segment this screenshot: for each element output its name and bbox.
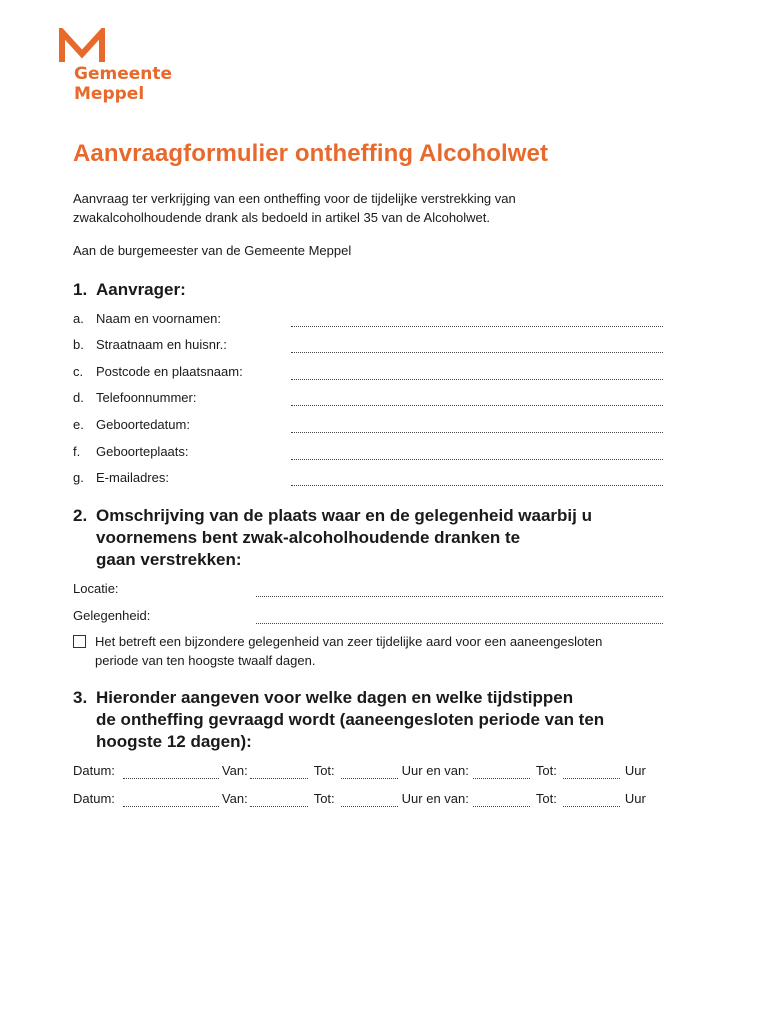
section-title: [96, 687, 656, 753]
postcode-input-line[interactable]: [291, 369, 663, 380]
page-title: Aanvraagformulier ontheffing Alcoholwet: [73, 140, 549, 167]
occasion-input-line[interactable]: [256, 613, 663, 624]
date-input-line[interactable]: [123, 768, 219, 779]
to-time-input-line[interactable]: [341, 768, 398, 779]
logo-line-2: Meppel: [74, 84, 145, 104]
tot-label: Tot:: [313, 762, 335, 778]
field-row-name: [73, 308, 663, 328]
meppel-m-logo-icon: [58, 28, 108, 64]
second-to-time-input-line[interactable]: [563, 796, 620, 807]
field-row-phone: [73, 387, 663, 407]
section-3-heading: [73, 687, 656, 753]
birthplace-input-line[interactable]: [291, 449, 663, 460]
location-input-line[interactable]: [256, 586, 663, 597]
location-label: Locatie:: [73, 580, 119, 596]
intro-line-2: zwakalcoholhoudende drank als bedoeld in artikel 35 van de Alcoholwet.: [73, 210, 491, 225]
date-row: [73, 788, 673, 808]
field-letter: g.: [73, 469, 84, 485]
birthdate-input-line[interactable]: [291, 422, 663, 433]
field-label: Telefoonnummer:: [96, 389, 197, 405]
section-title-line-1: Omschrijving van de plaats waar en de gelegenheid waarbij u: [96, 506, 592, 525]
section-title: [96, 505, 656, 571]
street-input-line[interactable]: [291, 342, 663, 353]
to-time-input-line[interactable]: [341, 796, 398, 807]
checkbox-text: [95, 632, 602, 670]
field-row-birthplace: [73, 441, 663, 461]
from-time-input-line[interactable]: [250, 796, 308, 807]
date-input-line[interactable]: [123, 796, 219, 807]
field-letter: c.: [73, 363, 84, 379]
field-label: Geboorteplaats:: [96, 443, 189, 459]
intro-line-1: Aanvraag ter verkrijging van een ontheffing voor de tijdelijke verstrekking van: [73, 191, 516, 206]
date-row: [73, 760, 673, 780]
section-title: Aanvrager:: [96, 280, 186, 299]
section-1-heading: [73, 279, 656, 301]
tot-label: Tot:: [535, 762, 557, 778]
phone-input-line[interactable]: [291, 395, 663, 406]
field-row-postcode: [73, 361, 663, 381]
datum-label: Datum:: [73, 762, 115, 778]
field-row-email: [73, 467, 663, 487]
location-row: [73, 578, 663, 598]
field-label: E-mailadres:: [96, 469, 169, 485]
van-label: Van:: [221, 762, 248, 778]
field-label: Geboortedatum:: [96, 416, 190, 432]
uur-label: Uur: [624, 790, 646, 806]
gemeente-meppel-logo: [58, 28, 198, 108]
section-title-line-2: voornemens bent zwak-alcoholhoudende dranken te: [96, 528, 521, 547]
occasion-row: [73, 605, 663, 625]
section-title-line-2: de ontheffing gevraagd wordt (aaneengesloten periode van ten: [96, 710, 605, 729]
logo-line-1: Gemeente: [74, 64, 173, 84]
special-occasion-option: [73, 632, 673, 670]
checkbox-text-line-1: Het betreft een bijzondere gelegenheid van zeer tijdelijke aard voor een aaneengesloten: [95, 634, 603, 649]
section-title-line-3: hoogste 12 dagen):: [96, 732, 252, 751]
field-label: Straatnaam en huisnr.:: [96, 336, 227, 352]
section-number: 1.: [73, 280, 88, 299]
field-row-birthdate: [73, 414, 663, 434]
second-to-time-input-line[interactable]: [563, 768, 620, 779]
name-input-line[interactable]: [291, 316, 663, 327]
section-number: 2.: [73, 506, 88, 525]
email-input-line[interactable]: [291, 475, 663, 486]
field-letter: f.: [73, 443, 81, 459]
uur-label: Uur: [624, 762, 646, 778]
checkbox-text-line-2: periode van ten hoogste twaalf dagen.: [95, 653, 316, 668]
addressee: Aan de burgemeester van de Gemeente Meppel: [73, 243, 352, 258]
logo-text: [74, 64, 172, 104]
section-title-line-1: Hieronder aangeven voor welke dagen en welke tijdstippen: [96, 688, 574, 707]
field-letter: a.: [73, 310, 84, 326]
tot-label: Tot:: [535, 790, 557, 806]
special-occasion-checkbox[interactable]: [73, 635, 86, 648]
field-label: Naam en voornamen:: [96, 310, 222, 326]
field-label: Postcode en plaatsnaam:: [96, 363, 243, 379]
occasion-label: Gelegenheid:: [73, 607, 151, 623]
field-letter: b.: [73, 336, 84, 352]
second-from-time-input-line[interactable]: [473, 796, 530, 807]
section-2-heading: [73, 505, 656, 571]
section-number: 3.: [73, 688, 88, 707]
intro-text: [73, 189, 693, 227]
second-from-time-input-line[interactable]: [473, 768, 530, 779]
tot-label: Tot:: [313, 790, 335, 806]
uur-en-van-label: Uur en van:: [401, 790, 469, 806]
uur-en-van-label: Uur en van:: [401, 762, 469, 778]
datum-label: Datum:: [73, 790, 115, 806]
section-title-line-3: gaan verstrekken:: [96, 550, 242, 569]
van-label: Van:: [221, 790, 248, 806]
field-row-street: [73, 334, 663, 354]
field-letter: d.: [73, 389, 84, 405]
from-time-input-line[interactable]: [250, 768, 308, 779]
field-letter: e.: [73, 416, 84, 432]
